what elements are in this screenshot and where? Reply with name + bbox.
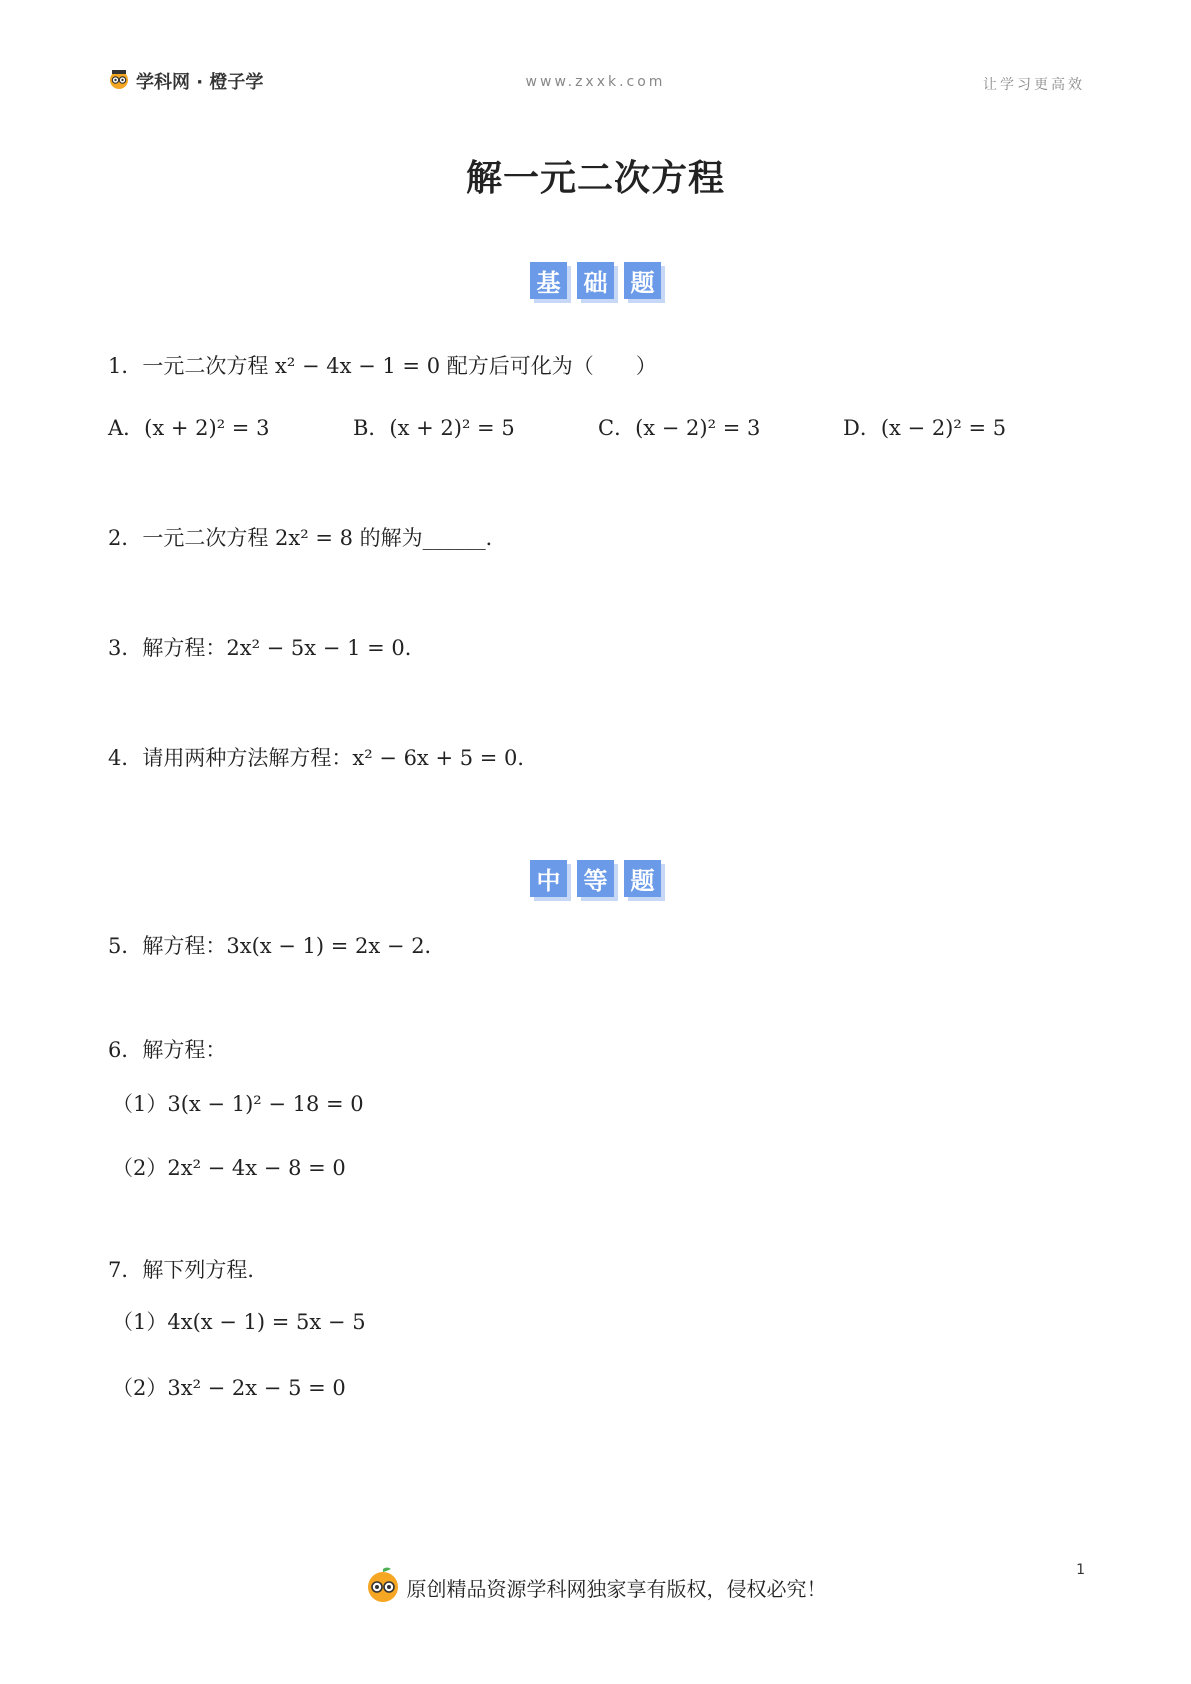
badge-char: 基 (530, 262, 567, 299)
question-1: 1．一元二次方程 x² − 4x − 1 = 0 配方后可化为（ ） (108, 354, 657, 378)
question-7-part-2: （2）3x² − 2x − 5 = 0 (112, 1376, 346, 1400)
option-d: D．(x − 2)² = 5 (843, 416, 1007, 440)
section-medium-badge (0, 860, 1191, 897)
question-4: 4．请用两种方法解方程：x² − 6x + 5 = 0． (108, 746, 539, 770)
page-number: 1 (1076, 1562, 1085, 1578)
badge-char: 中 (530, 860, 567, 897)
option-a: A．(x + 2)² = 3 (108, 416, 270, 440)
option-c: C．(x − 2)² = 3 (598, 416, 761, 440)
question-6-part-2: （2）2x² − 4x − 8 = 0 (112, 1156, 346, 1180)
section-basic-badge (0, 262, 1191, 299)
badge-char: 题 (624, 262, 661, 299)
question-2: 2．一元二次方程 2x² = 8 的解为______． (108, 526, 507, 550)
option-b: B．(x + 2)² = 5 (353, 416, 515, 440)
question-6-part-1: （1）3(x − 1)² − 18 = 0 (112, 1092, 364, 1116)
page-header (0, 66, 1191, 106)
question-7: 7．解下列方程． (108, 1258, 269, 1282)
question-3: 3．解方程：2x² − 5x − 1 = 0． (108, 636, 426, 660)
logo-text: 学科网 · 橙子学 (136, 72, 264, 93)
page-title: 解一元二次方程 (465, 157, 725, 199)
question-6: 6．解方程： (108, 1038, 227, 1062)
site-url: www.zxxk.com (525, 74, 666, 90)
question-7-part-1: （1）4x(x − 1) = 5x − 5 (112, 1310, 366, 1334)
question-5: 5．解方程：3x(x − 1) = 2x − 2． (108, 934, 446, 958)
badge-char: 等 (577, 860, 614, 897)
badge-char: 题 (624, 860, 661, 897)
page-footer (0, 1566, 1191, 1608)
slogan: 让学习更高效 (983, 77, 1085, 93)
copyright-text: 原创精品资源学科网独家享有版权，侵权必究！ (406, 1576, 827, 1601)
badge-char: 础 (577, 262, 614, 299)
orange-owl-icon (365, 1566, 401, 1608)
